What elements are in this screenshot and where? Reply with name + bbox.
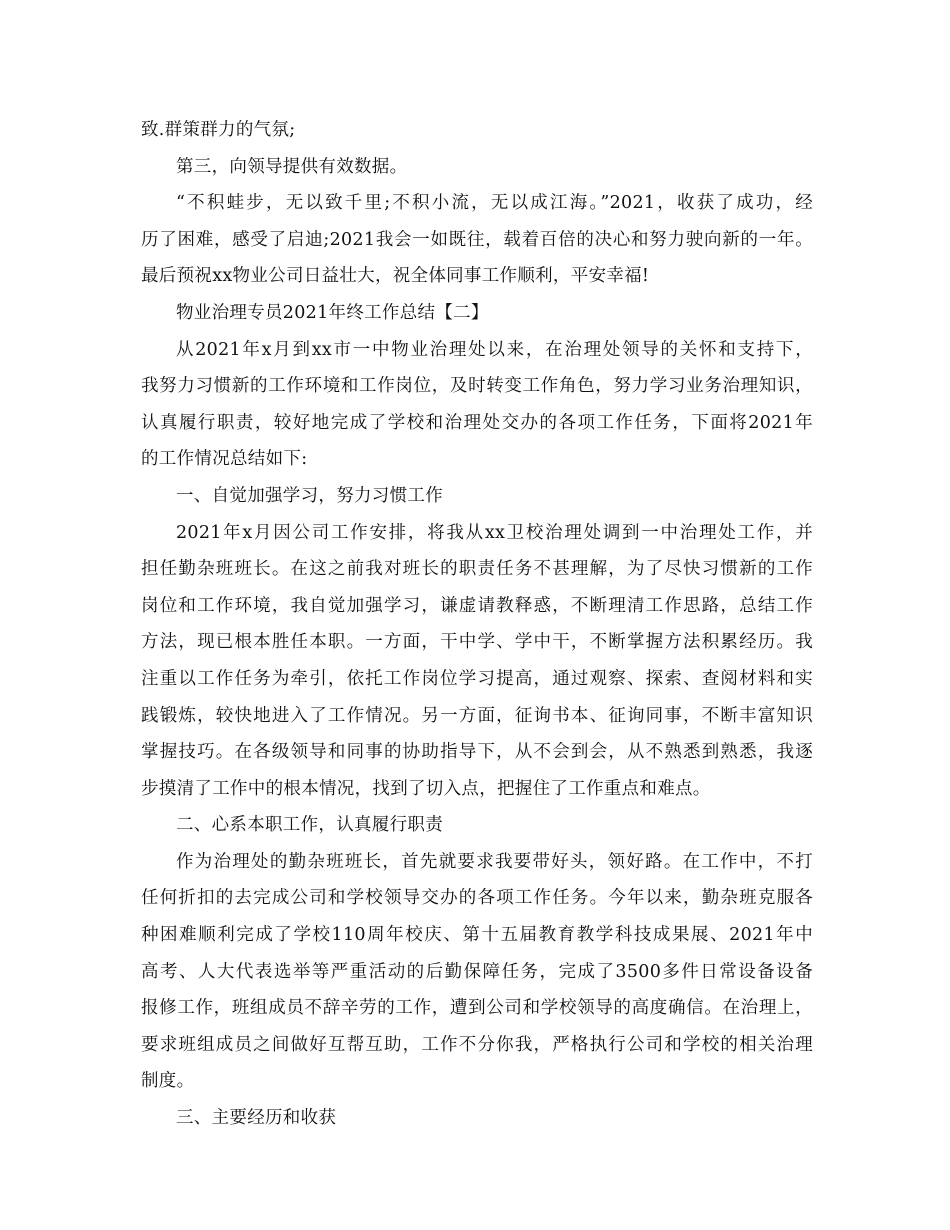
text-line: 我努力习惯新的工作环境和工作岗位，及时转变工作角色，努力学习业务治理知识， <box>141 376 813 397</box>
text-line: 一、自觉加强学习，努力习惯工作 <box>176 485 443 506</box>
text-line: 认真履行职责，较好地完成了学校和治理处交办的各项工作任务，下面将2021年 <box>141 412 813 433</box>
text-line: 担任勤杂班班长。在这之前我对班长的职责任务不甚理解，为了尽快习惯新的工作 <box>141 559 813 580</box>
text-line: 高考、人大代表选举等严重活动的后勤保障任务，完成了3500多件日常设备设备 <box>141 961 813 982</box>
text-line: 的工作情况总结如下: <box>141 449 308 470</box>
text-line: 三、主要经历和收获 <box>176 1108 337 1129</box>
text-line: 从2021年x月到xx市一中物业治理处以来，在治理处领导的关怀和支持下， <box>176 339 813 360</box>
text-line: 2021年x月因公司工作安排，将我从xx卫校治理处调到一中治理处工作，并 <box>176 522 813 543</box>
text-line: 掌握技巧。在各级领导和同事的协助指导下，从不会到会，从不熟悉到熟悉，我逐 <box>141 742 813 763</box>
text-line: 致.群策群力的气氛; <box>141 120 296 140</box>
text-line: 践锻炼，较快地进入了工作情况。另一方面，征询书本、征询同事，不断丰富知识 <box>141 705 813 726</box>
text-line: 步摸清了工作中的根本情况，找到了切入点，把握住了工作重点和难点。 <box>141 778 711 799</box>
text-line: 报修工作，班组成员不辞辛劳的工作，遭到公司和学校领导的高度确信。在治理上， <box>141 998 813 1019</box>
text-line: 物业治理专员2021年终工作总结【二】 <box>176 302 489 323</box>
text-line: 要求班组成员之间做好互帮互助，工作不分你我，严格执行公司和学校的相关治理 <box>141 1034 813 1055</box>
text-line: “不积蛙步，无以致千里;不积小流，无以成江海。”2021，收获了成功，经 <box>176 193 813 214</box>
text-line: 方法，现已根本胜任本职。一方面，干中学、学中干，不断掌握方法积累经历。我 <box>141 632 813 653</box>
document-body <box>141 112 813 1137</box>
text-line: 最后预祝xx物业公司日益壮大，祝全体同事工作顺利，平安幸福! <box>141 266 650 287</box>
text-line: 岗位和工作环境，我自觉加强学习，谦虚请教释惑，不断理清工作思路，总结工作 <box>141 595 813 616</box>
text-line: 任何折扣的去完成公司和学校领导交办的各项工作任务。今年以来，勤杂班克服各 <box>141 888 813 909</box>
text-line: 二、心系本职工作，认真履行职责 <box>176 815 443 836</box>
text-line: 种困难顺利完成了学校110周年校庆、第十五届教育教学科技成果展、2021年中 <box>141 925 813 946</box>
text-line: 第三，向领导提供有效数据。 <box>176 156 408 177</box>
text-line: 注重以工作任务为牵引，依托工作岗位学习提高，通过观察、探索、查阅材料和实 <box>141 668 813 689</box>
text-line: 作为治理处的勤杂班班长，首先就要求我要带好头，领好路。在工作中，不打 <box>176 851 813 872</box>
text-line: 历了困难，感受了启迪;2021我会一如既往，载着百倍的决心和努力驶向新的一年。 <box>141 229 813 250</box>
text-line: 制度。 <box>141 1071 195 1092</box>
